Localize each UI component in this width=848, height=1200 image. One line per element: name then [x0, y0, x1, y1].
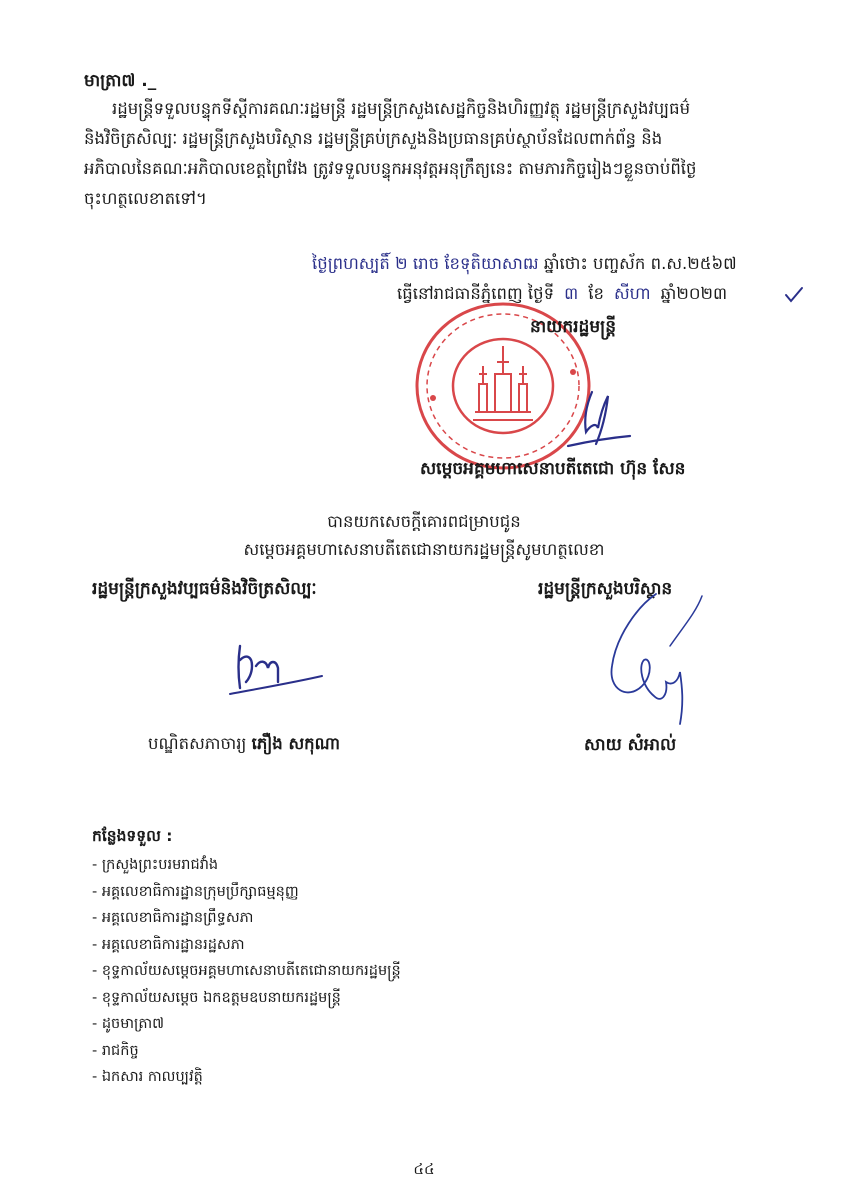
lunar-date: ថ្ងៃព្រហស្បតិ៍ ២ រោច ខែទុតិយាសាឍ [312, 254, 539, 273]
paragraph-line: និងវិចិត្រសិល្បៈ រដ្ឋមន្ត្រីក្រសួងបរិស្ថាន រដ្ឋមន្ត្រីគ្រប់ក្រសួងនិងប្រធានគ្រប់ស្ថាប័នដែលពាក់ព័ន្ធ និង [84, 129, 663, 148]
culture-minister-name: ភឿង សកុណា [251, 734, 341, 753]
solar-month: សីហា [613, 284, 651, 303]
article-paragraph [84, 94, 774, 214]
list-item: - ឯកសារ កាលប្បវត្តិ [92, 1069, 203, 1085]
noted-line-2: សម្តេចអគ្គមហាសេនាបតីតេជោនាយករដ្ឋមន្ត្រីសូមហត្ថលេខា [243, 540, 605, 559]
check-mark-icon [784, 286, 804, 304]
list-item: - អគ្គលេខាធិការដ្ឋានព្រឹទ្ធសភា [92, 910, 254, 926]
recipients-list [92, 852, 401, 1091]
paragraph-line: រដ្ឋមន្ត្រីទទួលបន្ទុកទីស្តីការគណៈរដ្ឋមន្ត្រី រដ្ឋមន្ត្រីក្រសួងសេដ្ឋកិច្ចនិងហិរញ្ញវត្ថុ រដ្ឋមន្ត្រីក្រសួងវប្បធម៌ [112, 99, 691, 118]
paragraph-line: ចុះហត្ថលេខាតទៅ។ [84, 189, 207, 208]
culture-minister-signature-icon [226, 630, 326, 700]
list-item: - អគ្គលេខាធិការដ្ឋានក្រុមប្រឹក្សាធម្មនុញ្ញ [92, 883, 299, 900]
solar-date-prefix: ធ្វើនៅរាជធានីភ្នំពេញ ថ្ងៃទី [397, 284, 555, 303]
solar-day: ៣ [564, 284, 579, 303]
month-label: ខែ [588, 284, 604, 303]
environment-minister-name: សាយ សំអាល់ [584, 735, 677, 755]
noted-line-1: បានយកសេចក្តីគោរពជម្រាបជូន [327, 512, 521, 531]
list-item: - អគ្គលេខាធិការដ្ឋានរដ្ឋសភា [92, 936, 245, 953]
page-number: ៤៤ [413, 1160, 435, 1178]
culture-minister-name-line [148, 734, 340, 758]
lunar-date-line [312, 254, 737, 278]
recipients-title: កន្លែងទទួល : [92, 827, 173, 845]
culture-minister-title: រដ្ឋមន្ត្រីក្រសួងវប្បធម៌និងវិចិត្រសិល្បៈ [92, 579, 317, 599]
academic-title: បណ្ឌិតសភាចារ្យ [148, 734, 247, 753]
environment-minister-title: រដ្ឋមន្ត្រីក្រសួងបរិស្ថាន [538, 579, 673, 599]
list-item: - ដូចមាត្រា៧ [92, 1016, 165, 1032]
prime-minister-title: នាយករដ្ឋមន្ត្រី [530, 317, 616, 337]
article-title: មាត្រា៧ ._ [84, 71, 157, 91]
environment-minister-signature-icon [598, 586, 708, 736]
lunar-year: ឆ្នាំថោះ បញ្ចស័ក ព.ស.២៥៦៧ [543, 254, 737, 273]
prime-minister-name: សម្តេចអគ្គមហាសេនាបតីតេជោ ហ៊ុន សែន [420, 459, 686, 479]
list-item: - ក្រសួងព្រះបរមរាជវាំង [92, 857, 219, 873]
solar-year: ឆ្នាំ២០២៣ [660, 284, 728, 303]
list-item: - ខុទ្ទកាល័យសម្តេចអគ្គមហាសេនាបតីតេជោនាយករដ្ឋមន្ត្រី [92, 963, 401, 979]
prime-minister-signature-icon [556, 386, 636, 456]
list-item: - រាជកិច្ច [92, 1042, 139, 1059]
list-item: - ខុទ្ទកាល័យសម្តេច ឯកឧត្តមឧបនាយករដ្ឋមន្ត្រី [92, 989, 341, 1006]
paragraph-line: អភិបាលនៃគណៈអភិបាលខេត្តព្រៃវែង ត្រូវទទួលបន្ទុកអនុវត្តអនុក្រឹត្យនេះ តាមភារកិច្ចរៀងៗខ្លួនចាប់ពីថ្ងៃ [84, 159, 697, 178]
